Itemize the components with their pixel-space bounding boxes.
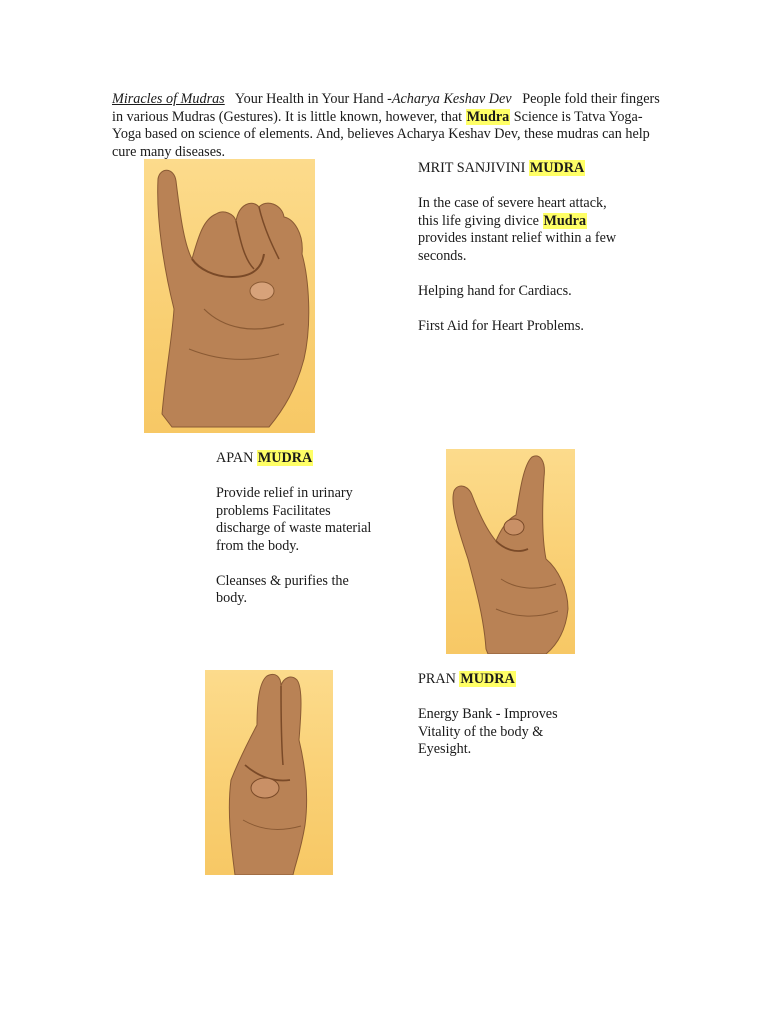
intro-text-2: People fold their fingers in various Mudras (Gestures). It is little known, however, that [112,91,664,125]
hand-pran-mudra-photo [205,670,333,875]
mrit-sanjivini-desc-2: Helping hand for Cardiacs. [418,282,572,299]
pran-heading-highlight: MUDRA [460,671,515,687]
pran-heading-prefix: PRAN [418,671,460,687]
apan-heading-highlight: MUDRA [257,450,313,466]
apan-heading-prefix: APAN [216,450,257,466]
apan-desc-2: Cleanses & purifies the body. [216,572,349,606]
intro-text-1: Your Health in Your Hand - [224,91,392,107]
mrit-sanjivini-heading-highlight: MUDRA [529,160,585,176]
intro-highlight: Mudra [466,108,510,125]
hand-mrit-sanjivini-mudra-photo [144,159,315,433]
mrit-sanjivini-desc-1-post: provides instant relief within a few seconds. [418,230,617,264]
mrit-sanjivini-heading-prefix: MRIT SANJIVINI [418,160,529,176]
pran-desc-1: Energy Bank - Improves Vitality of the body & Eyesight. [418,706,558,757]
mrit-sanjivini-desc-1 [418,195,618,265]
intro-paragraph [112,91,664,161]
intro-text-3: Science is Tatva Yoga-Yoga based on science of elements. And, believes Acharya Keshav Dev, these mudras can help cure many diseases. [112,108,650,160]
pran-section [418,671,588,776]
intro-author: Acharya Keshav Dev [391,91,512,107]
pran-heading [418,671,588,689]
apan-heading [216,450,376,468]
mrit-sanjivini-desc-3: First Aid for Heart Problems. [418,317,584,334]
hand-apan-mudra-photo [446,449,575,654]
intro-title: Miracles of Mudras [112,91,225,107]
mrit-sanjivini-desc-1-highlight: Mudra [543,212,587,229]
mrit-sanjivini-section [418,160,618,353]
mrit-sanjivini-heading [418,160,618,178]
apan-section [216,450,376,625]
mrit-sanjivini-desc-1-pre: In the case of severe heart attack, this life giving divice [418,195,607,229]
apan-desc-1: Provide relief in urinary problems Facilitates discharge of waste material from the body. [216,485,372,554]
